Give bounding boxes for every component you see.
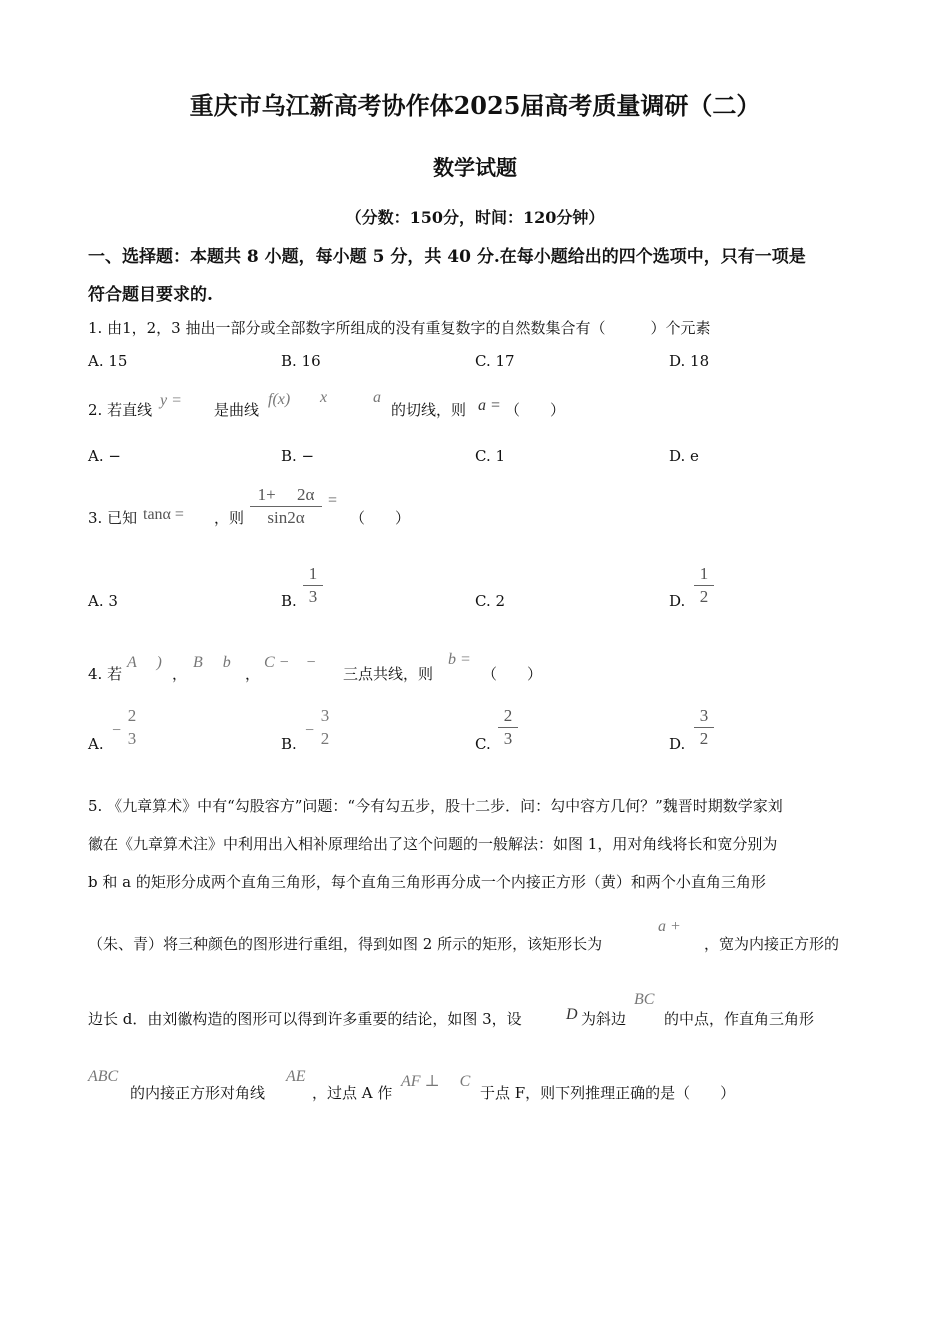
q2-stem-part1: 2. 若直线	[88, 401, 153, 419]
q4-option-d-num: 3	[699, 706, 709, 725]
q5-line3: b 和 a 的矩形分成两个直角三角形，每个直角三角形再分成一个内接正方形（黄）和两个小直角三角形	[88, 873, 766, 891]
q4-comma2: ，	[245, 665, 261, 683]
q1-option-d: D. 18	[669, 352, 710, 370]
q1-option-c: C. 17	[475, 352, 515, 370]
exam-title: 重庆市乌江新高考协作体2025届高考质量调研（二）	[189, 91, 761, 120]
q1-stem: 1. 由1，2，3 抽出一部分或全部数字所组成的没有重复数字的自然数集合有（ ）个元素	[88, 319, 711, 337]
q3-stem-part3: （ ）	[350, 509, 411, 527]
q2-option-d: D. e	[669, 447, 699, 465]
q2-math-a-eq: a =	[478, 397, 501, 414]
q3-option-b-fraction	[303, 564, 323, 607]
q4-option-b-label: B.	[281, 735, 297, 753]
q5-line6-part1: 的内接正方形对角线	[130, 1084, 266, 1102]
q4-comma1: ，	[172, 665, 188, 683]
q5-line5-part1: 边长 d．由刘徽构造的图形可以得到许多重要的结论，如图 3，设	[88, 1010, 522, 1028]
q4-option-a-neg: −	[112, 722, 122, 739]
q5-line5-math-BC: BC	[634, 991, 655, 1008]
q2-option-c: C. 1	[475, 447, 506, 465]
q4-option-c-num: 2	[503, 706, 513, 725]
q4-option-a-label: A.	[88, 735, 104, 753]
q4-option-b-neg: −	[305, 722, 315, 739]
q2-math-x: x	[320, 389, 328, 406]
q3-option-d-den: 2	[699, 587, 709, 606]
q5-line5-math-D: D	[566, 1006, 578, 1023]
q4-option-d-label: D.	[669, 735, 686, 753]
subject-title: 数学试题	[433, 155, 517, 180]
q5-line4-part1: （朱、青）将三种颜色的图形进行重组，得到如图 2 所示的矩形，该矩形长为	[88, 935, 603, 953]
q5-line6-math-AE: AE	[286, 1068, 306, 1085]
q4-option-b-fraction	[316, 706, 334, 749]
q4-stem-part1: 4. 若	[88, 665, 123, 683]
q3-stem-part2: ，则	[214, 509, 245, 527]
q4-option-a-den: 3	[127, 729, 137, 748]
q4-option-d-den: 2	[699, 729, 709, 748]
q3-stem-part1: 3. 已知	[88, 509, 138, 527]
q4-option-b-den: 2	[320, 729, 330, 748]
q4-option-a-num: 2	[127, 706, 137, 725]
q4-math-B: B b	[193, 654, 231, 671]
q2-math-curve: f(x)	[268, 391, 291, 408]
q2-option-b: B. −	[281, 447, 315, 465]
q4-option-c-fraction	[498, 706, 518, 749]
q1-option-b: B. 16	[281, 352, 321, 370]
q3-option-b-num: 1	[308, 564, 318, 583]
q5-line1: 5. 《九章算术》中有“勾股容方”问题：“今有勾五步，股十二步．问：勾中容方几何？”魏晋时期数学家刘	[88, 797, 783, 815]
q5-line2: 徽在《九章算术注》中利用出入相补原理给出了这个问题的一般解法：如图 1，用对角线将长和宽分别为	[88, 835, 778, 853]
q1-option-a: A. 15	[88, 352, 128, 370]
q3-option-c: C. 2	[475, 592, 506, 610]
q3-equals: =	[328, 492, 338, 509]
q4-math-b: b =	[448, 651, 471, 668]
q3-option-a: A. 3	[88, 592, 118, 610]
section-heading-line1: 一、选择题：本题共 8 小题，每小题 5 分，共 40 分.在每小题给出的四个选项中，只有一项是	[88, 247, 806, 267]
q3-fraction-numerator: 1+ 2α	[257, 485, 315, 504]
q4-math-A: A )	[127, 654, 162, 671]
q2-stem-part3: 的切线，则	[391, 401, 467, 419]
q4-option-d-fraction	[694, 706, 714, 749]
q3-option-b-label: B.	[281, 592, 297, 610]
q2-math-line: y =	[160, 392, 182, 409]
q4-math-C: C − −	[264, 654, 317, 671]
q5-line6-part2: ，过点 A 作	[312, 1084, 393, 1102]
q3-option-d-num: 1	[699, 564, 709, 583]
q5-line4-part2: ，宽为内接正方形的	[704, 935, 840, 953]
q4-stem-part2: 三点共线，则	[343, 665, 434, 683]
q2-option-a: A. −	[88, 447, 121, 465]
q2-math-a: a	[373, 389, 381, 406]
q3-option-d-label: D.	[669, 592, 686, 610]
q4-option-a-fraction	[123, 706, 141, 749]
q3-fraction-denominator: sin2α	[267, 508, 305, 527]
q5-line4-math: a +	[658, 918, 681, 935]
q5-line5-part2: 为斜边	[581, 1010, 627, 1028]
q3-math-tan: tanα =	[143, 506, 184, 523]
q4-option-c-den: 3	[503, 729, 513, 748]
q5-line6-part3: 于点 F，则下列推理正确的是（ ）	[480, 1084, 736, 1102]
q3-option-b-den: 3	[308, 587, 318, 606]
q4-stem-part3: （ ）	[482, 665, 543, 683]
q5-line5-part3: 的中点，作直角三角形	[664, 1010, 815, 1028]
q5-line6-math-AF: AF ⊥ C	[401, 1073, 471, 1090]
q5-line6-math-ABC: ABC	[88, 1068, 119, 1085]
q3-option-d-fraction	[694, 564, 714, 607]
q3-fraction	[250, 480, 322, 528]
q4-option-b-num: 3	[320, 706, 330, 725]
q2-stem-part4: （ ）	[505, 401, 566, 419]
section-heading-line2: 符合题目要求的.	[88, 285, 213, 305]
exam-meta: （分数：150分，时间：120分钟）	[345, 208, 605, 227]
q4-option-c-label: C.	[475, 735, 491, 753]
q2-stem-part2: 是曲线	[214, 401, 260, 419]
